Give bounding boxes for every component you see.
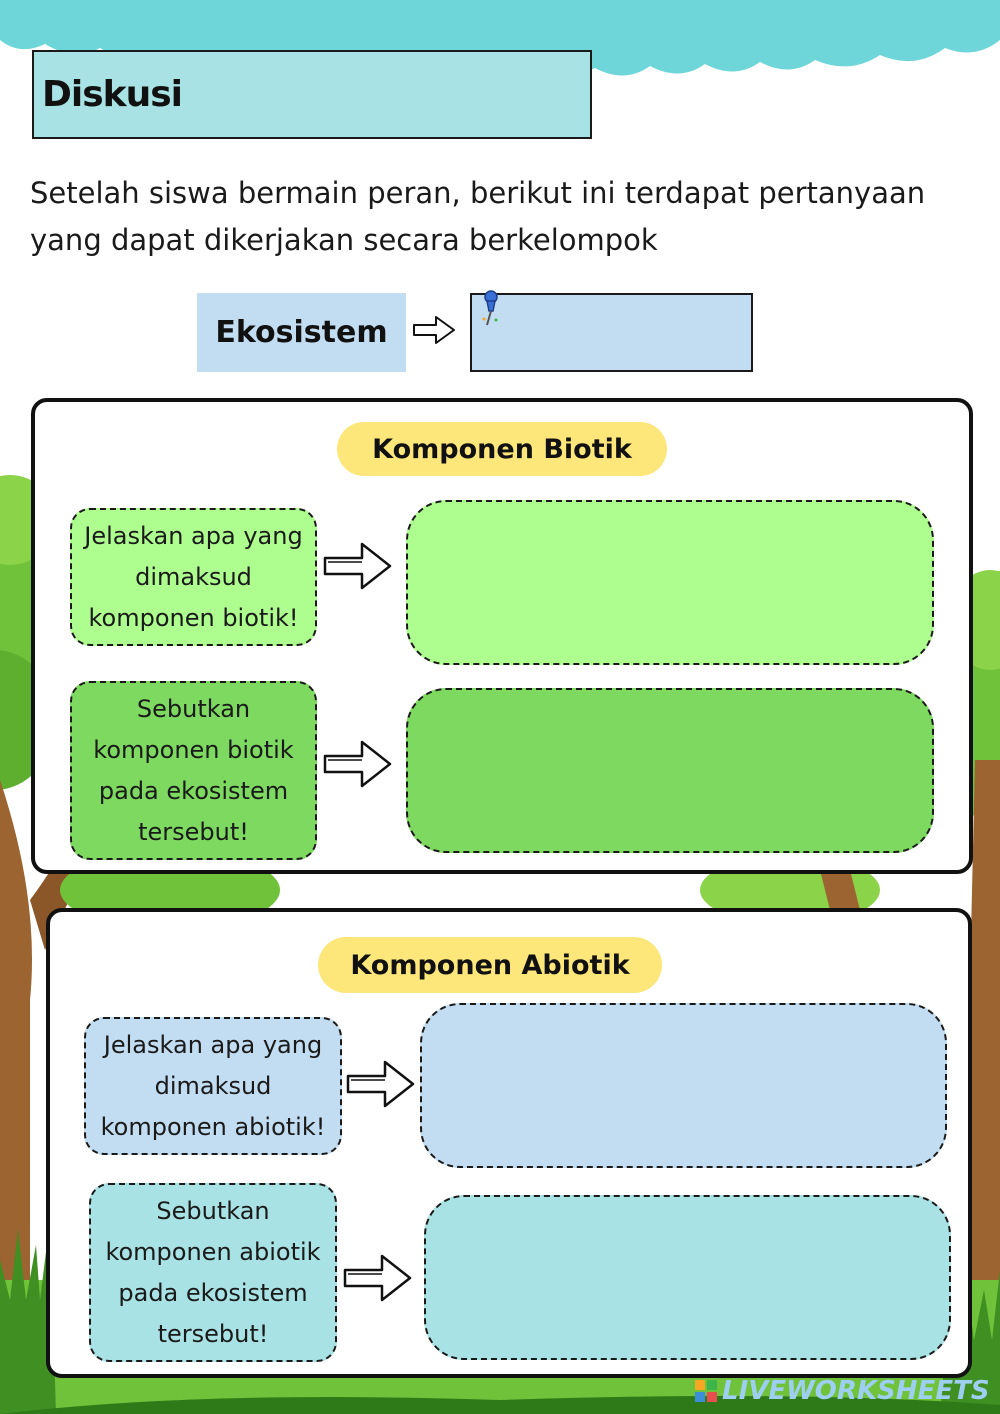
abiotik-answer-2-field[interactable] bbox=[424, 1195, 951, 1360]
biotik-answer-1-field[interactable] bbox=[406, 500, 934, 665]
page-title: Diskusi bbox=[42, 74, 182, 115]
abiotik-question-2 bbox=[89, 1183, 337, 1362]
abiotik-question-1 bbox=[84, 1017, 342, 1155]
arrow-right-icon bbox=[345, 1058, 417, 1110]
ekosistem-label: Ekosistem bbox=[197, 293, 406, 372]
arrow-right-icon bbox=[342, 1252, 414, 1304]
abiotik-question-2-text: Sebutkan komponen abiotik pada ekosistem tersebut! bbox=[105, 1196, 321, 1348]
biotik-question-1 bbox=[70, 508, 317, 646]
biotik-heading: Komponen Biotik bbox=[337, 422, 667, 476]
biotik-question-1-text: Jelaskan apa yang dimaksud komponen biotik! bbox=[84, 521, 303, 632]
watermark bbox=[694, 1374, 990, 1408]
arrow-right-icon bbox=[322, 738, 394, 790]
pushpin-icon bbox=[476, 289, 502, 329]
intro-text: Setelah siswa bermain peran, berikut ini terdapat pertanyaan yang dapat dikerjakan secara berkelompok bbox=[30, 176, 926, 257]
biotik-question-2 bbox=[70, 681, 317, 860]
liveworksheets-logo-icon bbox=[694, 1379, 718, 1403]
arrow-right-icon bbox=[322, 540, 394, 592]
abiotik-heading: Komponen Abiotik bbox=[318, 937, 662, 993]
abiotik-answer-1-field[interactable] bbox=[420, 1003, 947, 1168]
arrow-right-icon bbox=[412, 313, 456, 347]
biotik-question-2-text: Sebutkan komponen biotik pada ekosistem tersebut! bbox=[93, 694, 294, 846]
biotik-answer-2-field[interactable] bbox=[406, 688, 934, 853]
abiotik-question-1-text: Jelaskan apa yang dimaksud komponen abiotik! bbox=[100, 1030, 326, 1141]
title-box bbox=[32, 50, 592, 139]
ekosistem-answer-field[interactable] bbox=[470, 293, 753, 372]
watermark-text: LIVEWORKSHEETS bbox=[722, 1376, 990, 1406]
